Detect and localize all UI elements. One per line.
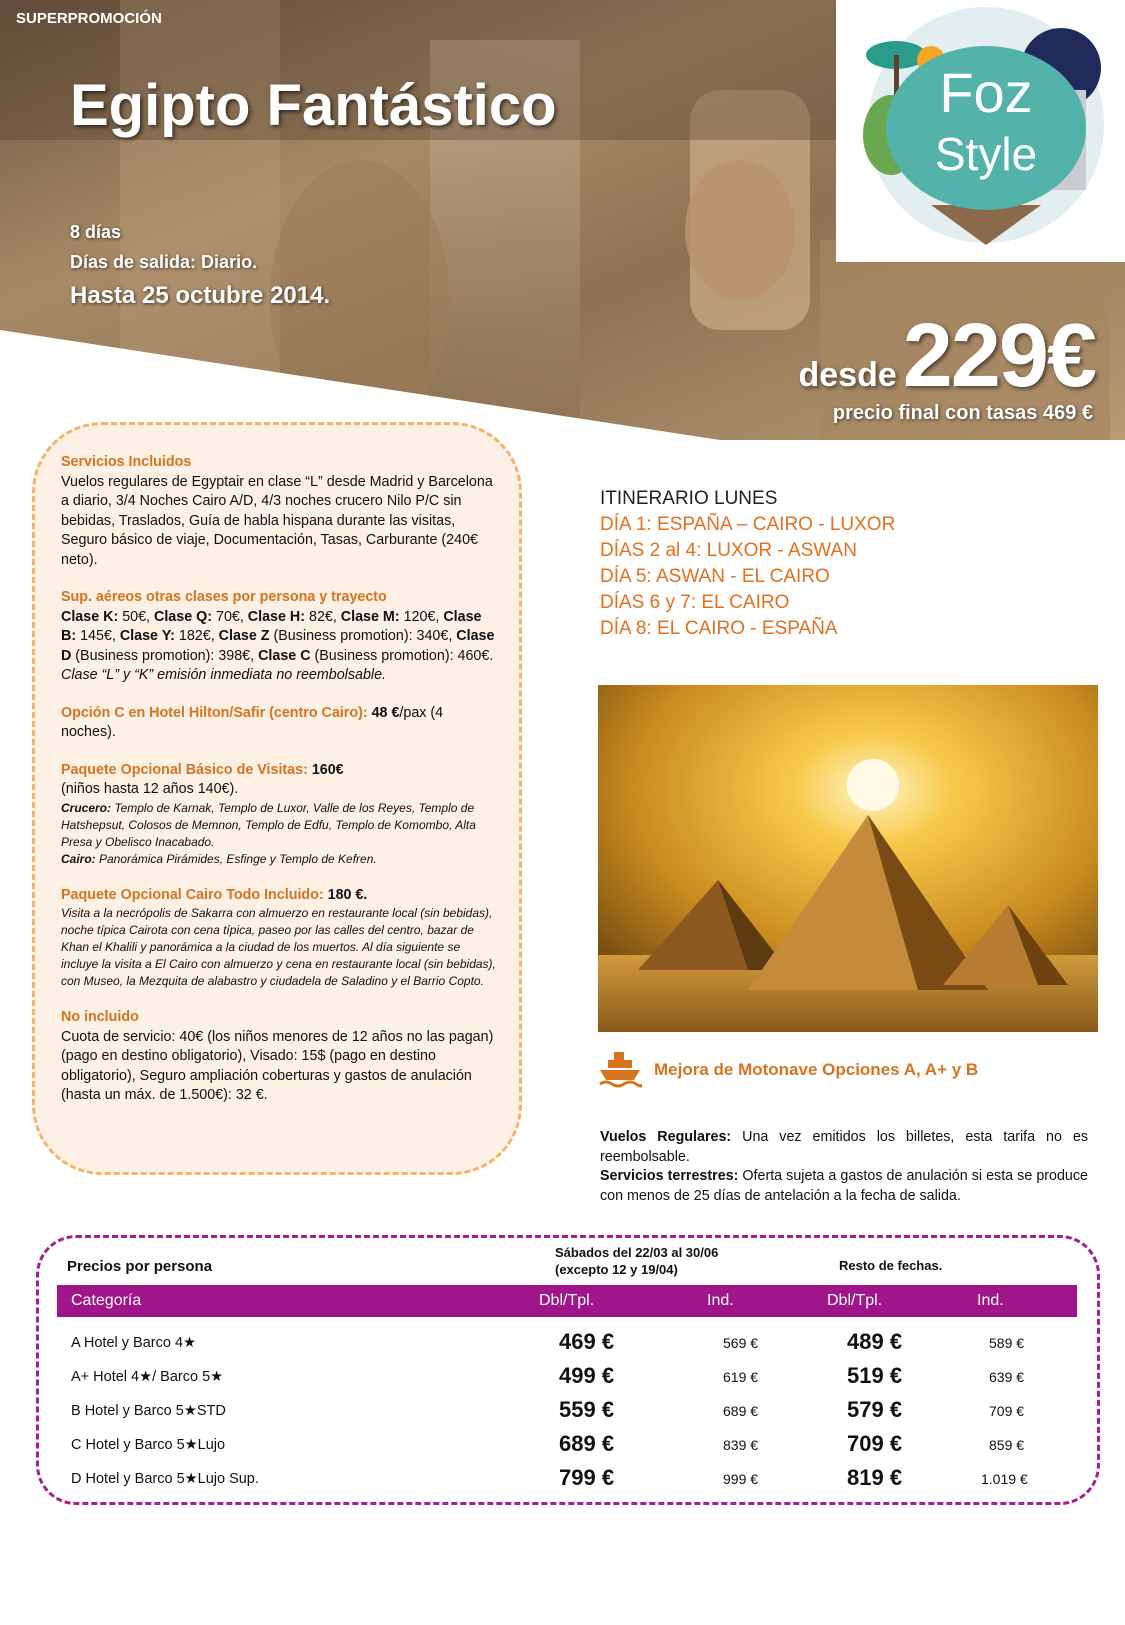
sup-value: (Business promotion): 340€, (269, 628, 457, 644)
basic-price: 160€ (311, 761, 344, 778)
basic-cairo-label: Cairo: (61, 851, 96, 866)
ground-text: Oferta sujeta a gastos de anulación si esta se produce con menos de 25 días de antelación a la fecha de salida. (600, 1168, 1088, 1204)
row-ind-1: 689 € (723, 1403, 759, 1419)
price-amount: 229€ (902, 306, 1095, 406)
valid-until: Hasta 25 octubre 2014. (70, 282, 331, 309)
row-ind-2: 859 € (989, 1437, 1025, 1453)
row-dbl-1: 689 € (559, 1431, 615, 1456)
option-c-text: /pax (4 noches). (61, 704, 444, 740)
pyramids-photo (598, 685, 1098, 1032)
sup-class: Clase K: (61, 608, 119, 625)
table-row (39, 1327, 1103, 1361)
duration: 8 días (70, 222, 122, 242)
sup-value: 120€, (399, 608, 444, 625)
sup-value: (Business promotion): 398€, (71, 647, 259, 664)
supplements-note: Clase “L” y “K” emisión inmediata no reembolsable. (61, 667, 386, 683)
ground-note (600, 1167, 1088, 1206)
row-ind-1: 619 € (723, 1369, 759, 1385)
upgrade-row (598, 1050, 978, 1090)
sup-value: 50€, (118, 608, 154, 625)
price-block (799, 305, 1095, 408)
flights-note (600, 1128, 1088, 1167)
row-ind-2: 639 € (989, 1369, 1025, 1385)
basic-package (61, 761, 497, 781)
departure-days: Días de salida: Diario. (70, 252, 258, 272)
row-category: D Hotel y Barco 5★Lujo Sup. (71, 1471, 259, 1487)
price-table (36, 1235, 1100, 1505)
row-dbl-1: 559 € (559, 1397, 615, 1422)
ship-icon (598, 1050, 642, 1090)
basic-crucero-text: Templo de Karnak, Templo de Luxor, Valle de los Reyes, Templo de Hatshepsut, Colosos de Memnon, Templo de Edfu, Templo de Komombo, Alta Presa y Obelisco Inacabado. (61, 800, 476, 849)
sup-class: Clase Q: (154, 608, 213, 625)
row-ind-1: 569 € (723, 1335, 759, 1351)
sup-value: (Business promotion): 460€. (310, 647, 494, 664)
logo (836, 0, 1125, 262)
option-c-title: Opción C en Hotel Hilton/Safir (centro Cairo): (61, 704, 368, 721)
sup-value: 182€, (174, 628, 219, 644)
page-title: Egipto Fantástico (70, 73, 557, 138)
basic-crucero (61, 800, 497, 851)
row-dbl-2: 709 € (847, 1431, 903, 1456)
included-text: Vuelos regulares de Egyptair en clase “L” desde Madrid y Barcelona a diario, 3/4 Noches Cairo A/D, 4/3 noches crucero Nilo P/C sin bebidas, Traslados, Guía de habla hispana durante las visitas, Seguro básico de viaje, Documentación, Tasas, Carburante (240€ neto). (61, 473, 493, 568)
option-c (61, 704, 497, 743)
terms-notes (600, 1128, 1088, 1206)
sup-value: 70€, (212, 608, 248, 625)
price-final: precio final con tasas 469 € (832, 402, 1093, 424)
basic-crucero-label: Crucero: (61, 800, 112, 815)
sup-class: Clase M: (340, 608, 400, 625)
sup-class: Clase C (258, 647, 311, 664)
basic-title: Paquete Opcional Básico de Visitas: (61, 761, 308, 778)
logo-text-foz: Foz (939, 61, 1033, 124)
itinerary-heading: ITINERARIO LUNES (600, 488, 778, 509)
period-2: Resto de fechas. (839, 1258, 943, 1273)
sup-value: 82€, (305, 608, 341, 625)
row-category: B Hotel y Barco 5★STD (71, 1403, 226, 1419)
row-ind-2: 1.019 € (981, 1471, 1028, 1487)
row-ind-2: 589 € (989, 1335, 1025, 1351)
flights-label: Vuelos Regulares: (600, 1129, 732, 1145)
price-table-title: Precios por persona (67, 1258, 213, 1275)
option-c-price: 48 € (371, 704, 400, 721)
cairo-price: 180 €. (327, 886, 368, 903)
period-1-line2: (excepto 12 y 19/04) (555, 1262, 678, 1277)
supplements-title: Sup. aéreos otras clases por persona y trayecto (61, 589, 387, 605)
row-dbl-1: 469 € (559, 1329, 615, 1354)
table-row (39, 1463, 1103, 1497)
row-ind-1: 999 € (723, 1471, 759, 1487)
itinerary-day: DÍAS 6 y 7: EL CAIRO (600, 592, 790, 613)
itinerary-day: DÍA 1: ESPAÑA – CAIRO - LUXOR (600, 514, 896, 535)
table-header (57, 1285, 1077, 1317)
period-1 (555, 1244, 718, 1278)
row-category: A Hotel y Barco 4★ (71, 1335, 197, 1351)
itinerary-day: DÍA 5: ASWAN - EL CAIRO (600, 566, 830, 587)
header-ind-2: Ind. (977, 1292, 1004, 1309)
sup-class: Clase D (61, 628, 495, 664)
services-panel (32, 422, 522, 1175)
row-dbl-2: 819 € (847, 1465, 903, 1490)
row-ind-2: 709 € (989, 1403, 1025, 1419)
header-dbl-1: Dbl/Tpl. (539, 1292, 595, 1309)
not-included-title: No incluido (61, 1009, 139, 1025)
itinerary-day: DÍAS 2 al 4: LUXOR - ASWAN (600, 540, 857, 561)
price-desde: desde (798, 356, 897, 394)
not-included-text: Cuota de servicio: 40€ (los niños menores de 12 años no las pagan) (pago en destino obligatorio), Visado: 15$ (pago en destino obligatorio), Seguro ampliación coberturas y gastos de anulación (hasta un máx. de 1.500€): 32 €. (61, 1028, 494, 1103)
foz-style-logo (836, 0, 1125, 262)
sup-class: Clase Z (218, 628, 270, 644)
basic-kids: (niños hasta 12 años 140€). (61, 781, 239, 797)
header-dbl-2: Dbl/Tpl. (827, 1292, 883, 1309)
sup-value: 145€, (76, 628, 120, 644)
row-dbl-1: 499 € (559, 1363, 615, 1388)
row-category: C Hotel y Barco 5★Lujo (71, 1437, 226, 1453)
header-category: Categoría (71, 1292, 142, 1309)
ground-label: Servicios terrestres: (600, 1168, 739, 1184)
header-ind-1: Ind. (707, 1292, 734, 1309)
period-1-line1: Sábados del 22/03 al 30/06 (555, 1245, 719, 1260)
sup-class: Clase B: (61, 608, 482, 644)
table-row (39, 1429, 1103, 1463)
row-dbl-2: 489 € (847, 1329, 903, 1354)
supplements-list (61, 608, 497, 667)
table-row (39, 1361, 1103, 1395)
itinerary-day: DÍA 8: EL CAIRO - ESPAÑA (600, 618, 838, 639)
cairo-title: Paquete Opcional Cairo Todo Incluido: (61, 886, 324, 903)
basic-cairo-text: Panorámica Pirámides, Esfinge y Templo de Kefren. (95, 851, 377, 866)
cairo-package (61, 886, 497, 906)
sup-class: Clase H: (247, 608, 306, 625)
itinerary (600, 486, 895, 642)
upgrade-text: Mejora de Motonave Opciones A, A+ y B (654, 1060, 979, 1079)
row-dbl-1: 799 € (559, 1465, 615, 1490)
row-category: A+ Hotel 4★/ Barco 5★ (71, 1369, 224, 1385)
row-dbl-2: 579 € (847, 1397, 903, 1422)
table-row (39, 1395, 1103, 1429)
cairo-text: Visita a la necrópolis de Sakarra con almuerzo en restaurante local (sin bebidas), noche típica Cairota con cena típica, paseo por las calles del centro, bazar de Khan el Khalili y panorámica a la ciudad de los muertos. Al día siguiente se incluye la visita a El Cairo con almuerzo y cena en restaurante local (sin bebidas), con Museo, la Mezquita de alabastro y ciudadela de Saladino y el Barrio Copto. (61, 906, 496, 988)
row-dbl-2: 519 € (847, 1363, 903, 1388)
flights-text: Una vez emitidos los billetes, esta tarifa no es reembolsable. (600, 1129, 1088, 1165)
sup-class: Clase Y: (119, 628, 175, 644)
row-ind-1: 839 € (723, 1437, 759, 1453)
logo-text-style: Style (934, 128, 1038, 180)
basic-cairo (61, 851, 497, 868)
included-title: Servicios Incluidos (61, 454, 192, 470)
promo-label: SUPERPROMOCIÓN (16, 10, 162, 27)
